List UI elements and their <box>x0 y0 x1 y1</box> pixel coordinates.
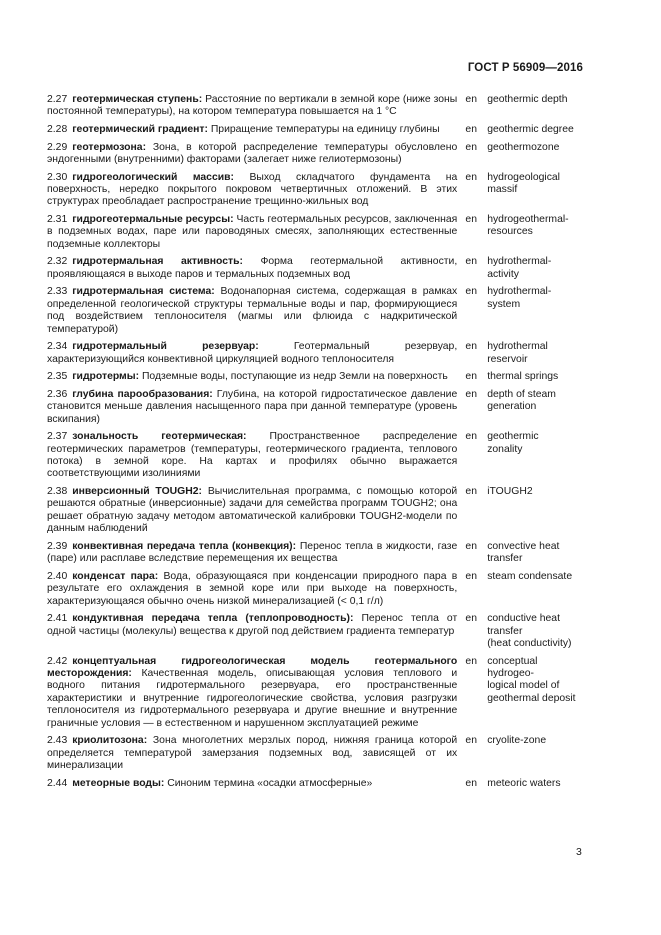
english-term-line: conductive heat <box>487 613 560 625</box>
term-definition: Приращение температуры на единицу глубины <box>207 124 440 135</box>
term-definition-block <box>47 656 457 730</box>
english-equivalent <box>485 778 587 790</box>
term-entry <box>47 172 587 209</box>
term-definition-block <box>47 389 457 426</box>
language-code: en <box>465 341 477 353</box>
english-equivalent <box>485 124 587 136</box>
english-term-line: convective heat <box>487 540 560 552</box>
term-definition: Перенос тепла в жидкости, газе (паре) или расплаве вследствие перемещения их вещества <box>47 540 458 565</box>
term-definition: Качественная модель, описывающая условия теплового и водного питания гидротермального резервуара, его пространственные характеристики и внутренние гидрогеологические свойства, условия разгрузки теплоносителя из гидротермального резервуара и другие внешние и внутренние граничные условия — в естественном и нарушенном эксплуатацией режиме <box>47 668 458 729</box>
term-definition: Зона многолетних мерзлых пород, нижняя граница которой определяется температурой замерзания подземных вод, зависящей от их минерализации <box>47 735 458 772</box>
term-name: конденсат пара: <box>72 570 159 582</box>
term-definition: Форма геотермальной активности, проявляющаяся в выходе паров и термальных подземных вод <box>47 256 458 280</box>
english-term-line: conceptual <box>487 655 538 667</box>
english-term-line: transfer <box>487 625 523 637</box>
english-equivalent <box>485 214 587 251</box>
english-term-line: geothermal deposit <box>487 692 576 704</box>
term-number: 2.40 <box>47 570 68 582</box>
language-code: en <box>465 735 477 747</box>
english-equivalent <box>485 541 587 566</box>
term-number: 2.35 <box>47 371 68 383</box>
english-term-line: geothermic depth <box>487 94 568 105</box>
term-definition: Синоним термина «осадки атмосферные» <box>164 777 373 789</box>
term-number: 2.34 <box>47 341 68 353</box>
term-name: зональность геотермическая: <box>72 431 247 443</box>
term-number: 2.30 <box>47 171 68 183</box>
term-definition-block <box>47 172 457 209</box>
english-term-line: thermal springs <box>487 371 559 383</box>
english-term-line: iTOUGH2 <box>487 486 533 498</box>
term-number: 2.32 <box>47 256 68 268</box>
term-definition-block <box>47 541 457 566</box>
term-definition: Вода, образующаяся при конденсации природного пара в результате его охлаждения в земной коре или при выходе на поверхность, характеризующаяся обычно очень низкой минерализацией (< 0,1 г/л) <box>47 570 458 607</box>
language-code: en <box>465 286 477 298</box>
english-term-line: depth of steam <box>487 388 556 400</box>
english-equivalent <box>485 486 587 536</box>
term-definition-block <box>47 571 457 608</box>
language-code: en <box>465 124 477 135</box>
english-equivalent <box>485 286 587 336</box>
english-term-line: logical model of <box>487 680 560 692</box>
term-definition: Часть геотермальных ресурсов, заключенная в подземных водах, паре или пароводяных смесях, заполняющих естественные подземные коллекторы <box>47 214 458 250</box>
term-number: 2.37 <box>47 431 68 443</box>
english-equivalent <box>485 656 587 730</box>
english-term-line: transfer <box>487 553 523 565</box>
term-name: инверсионный TOUGH2: <box>72 486 202 498</box>
language-code: en <box>465 214 477 225</box>
term-entry <box>47 778 587 790</box>
language-code: en <box>465 486 477 498</box>
english-equivalent <box>485 256 587 281</box>
terms-list <box>47 94 587 795</box>
term-name: кондуктивная передача тепла (теплопроводность): <box>72 613 354 625</box>
term-number: 2.33 <box>47 286 68 298</box>
term-name: гидротермальная активность: <box>72 256 243 268</box>
english-term-line: generation <box>487 401 537 413</box>
english-term-line: hydrothermal <box>487 341 548 353</box>
english-term-line: hydrothermal- <box>487 286 552 298</box>
term-name: гидрогеологический массив: <box>72 171 234 183</box>
language-code: en <box>465 570 477 582</box>
term-definition-block <box>47 486 457 536</box>
english-equivalent <box>485 341 587 366</box>
english-term-line: geothermozone <box>487 141 560 153</box>
term-name: глубина парообразования: <box>72 388 213 400</box>
language-code: en <box>465 431 477 443</box>
english-term-line: resources <box>487 226 533 238</box>
term-definition-block <box>47 431 457 481</box>
term-entry <box>47 656 587 730</box>
english-equivalent <box>485 142 587 167</box>
term-number: 2.43 <box>47 735 68 747</box>
language-code: en <box>465 171 477 183</box>
english-term-line: hydrogeothermal- <box>487 214 569 225</box>
term-entry <box>47 142 587 167</box>
english-equivalent <box>485 613 587 650</box>
english-term-line: meteoric waters <box>487 777 561 789</box>
english-equivalent <box>485 94 587 119</box>
term-definition-block <box>47 286 457 336</box>
term-number: 2.29 <box>47 141 68 153</box>
english-equivalent <box>485 735 587 772</box>
english-term-line: zonality <box>487 443 523 455</box>
english-term-line: system <box>487 298 521 310</box>
term-definition: Расстояние по вертикали в земной коре (ниже зоны постоянной температуры), на котором температура повышается на 1 °С <box>47 94 458 118</box>
document-standard-number: ГОСТ Р 56909—2016 <box>467 62 583 74</box>
term-entry <box>47 389 587 426</box>
term-definition-block <box>47 94 457 119</box>
term-entry <box>47 124 587 136</box>
english-equivalent <box>485 389 587 426</box>
term-definition-block <box>47 371 457 383</box>
term-entry <box>47 214 587 251</box>
term-definition: Зона, в которой распределение температуры обусловлено эндогенными (внутренними) факторами (залегает ниже гелиотермозоны) <box>47 141 458 165</box>
term-number: 2.44 <box>47 777 68 789</box>
language-code: en <box>465 613 477 625</box>
term-name: гидротермальная система: <box>72 286 215 298</box>
term-definition: Вычислительная программа, с помощью которой решаются обратные (инверсионные) задачи для семейства программ TOUGH2; она решает обратную задачу методом автоматической калибровки TOUGH2-модели по данным наблюдений <box>47 486 458 535</box>
language-code: en <box>465 94 477 105</box>
term-name: концептуальная гидрогеологическая модель геотермального месторождения: <box>47 655 458 680</box>
page-number: 3 <box>576 846 582 858</box>
term-definition-block <box>47 142 457 167</box>
language-code: en <box>465 371 477 383</box>
term-definition: Глубина, на которой гидростатическое давление становится меньше давления насыщенного пара при данной температуре (уровень вскипания) <box>47 388 458 425</box>
term-definition-block <box>47 613 457 650</box>
term-number: 2.41 <box>47 613 68 625</box>
term-entry <box>47 613 587 650</box>
term-definition: Выход складчатого фундамента на поверхность, нередко покрытого покровом четвертичных отложений. В этих структурах преобладает распространение трещинно-жильных вод <box>47 171 458 208</box>
term-entry <box>47 371 587 383</box>
term-definition-block <box>47 214 457 251</box>
term-entry <box>47 286 587 336</box>
english-equivalent <box>485 431 587 481</box>
english-equivalent <box>485 371 587 383</box>
language-code: en <box>465 655 477 667</box>
term-definition: Водонапорная система, содержащая в рамках определенной геологической структуры термальные воды и пар, формирующиеся под воздействием теплоносителя (магмы или флюида с надкритической температурой) <box>47 286 458 335</box>
term-name: конвективная передача тепла (конвекция): <box>72 540 297 552</box>
term-entry <box>47 486 587 536</box>
term-definition: Подземные воды, поступающие из недр Земли на поверхность <box>139 371 448 383</box>
english-term-line: hydrogeo- <box>487 668 534 680</box>
term-entry <box>47 431 587 481</box>
term-definition-block <box>47 735 457 772</box>
english-term-line: hydrogeological <box>487 171 560 183</box>
term-definition-block <box>47 778 457 790</box>
term-name: гидротермы: <box>72 371 140 383</box>
term-number: 2.36 <box>47 388 68 400</box>
term-name: геотермическая ступень: <box>72 94 203 105</box>
language-code: en <box>465 540 477 552</box>
language-code: en <box>465 256 477 268</box>
english-term-line: reservoir <box>487 353 528 365</box>
english-equivalent <box>485 172 587 209</box>
term-definition: Перенос тепла от одной частицы (молекулы) вещества к другой под действием градиента температур <box>47 613 458 637</box>
term-number: 2.28 <box>47 124 68 135</box>
term-number: 2.39 <box>47 540 68 552</box>
english-term-line: (heat conductivity) <box>487 638 572 650</box>
term-name: гидрогеотермальные ресурсы: <box>72 214 234 225</box>
language-code: en <box>465 388 477 400</box>
term-number: 2.27 <box>47 94 68 105</box>
term-entry <box>47 94 587 119</box>
term-entry <box>47 541 587 566</box>
term-entry <box>47 341 587 366</box>
term-definition-block <box>47 341 457 366</box>
term-number: 2.42 <box>47 655 68 667</box>
english-term-line: massif <box>487 184 518 195</box>
term-definition: Геотермальный резервуар, характеризующийся конвективной циркуляцией водного теплоносителя <box>47 341 458 365</box>
language-code: en <box>465 141 477 153</box>
english-equivalent <box>485 571 587 608</box>
term-number: 2.31 <box>47 214 68 225</box>
term-entry <box>47 256 587 281</box>
term-name: гидротермальный резервуар: <box>72 341 259 353</box>
term-number: 2.38 <box>47 486 68 498</box>
language-code: en <box>465 777 477 789</box>
term-definition-block <box>47 256 457 281</box>
english-term-line: activity <box>487 268 519 280</box>
term-name: геотермозона: <box>72 141 147 153</box>
english-term-line: cryolite-zone <box>487 735 547 747</box>
term-name: метеорные воды: <box>72 777 165 789</box>
term-entry <box>47 735 587 772</box>
english-term-line: geothermic degree <box>487 124 574 135</box>
english-term-line: hydrothermal- <box>487 256 552 268</box>
english-term-line: geothermic <box>487 431 539 443</box>
term-definition-block <box>47 124 457 136</box>
term-name: геотермический градиент: <box>72 124 208 135</box>
term-name: криолитозона: <box>72 735 148 747</box>
term-entry <box>47 571 587 608</box>
term-definition: Пространственное распределение геотермических параметров (температуры, геотермического градиента, теплового потока) в земной коре. На картах и профилях обычно выражается соответствующими изолиниями <box>47 431 458 480</box>
english-term-line: steam condensate <box>487 570 573 582</box>
